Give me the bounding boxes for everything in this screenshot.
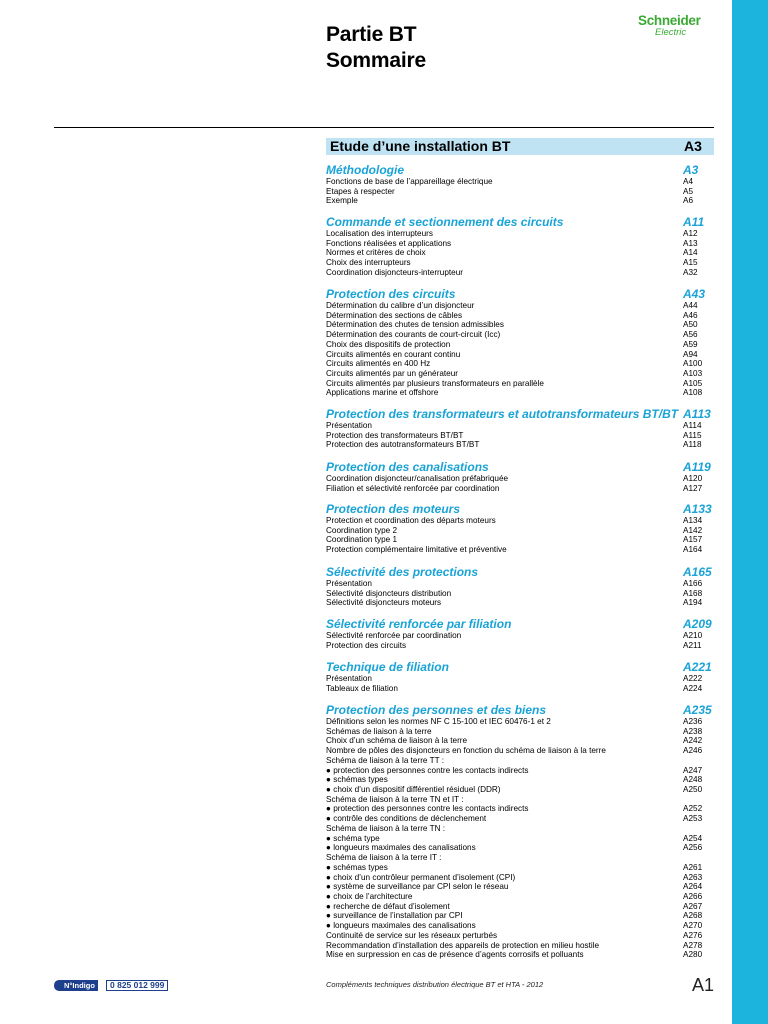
toc-entry[interactable] xyxy=(326,369,714,379)
entry-title: Sélectivité disjoncteurs moteurs xyxy=(326,598,442,608)
group-page: A209 xyxy=(683,617,712,631)
entry-page: A246 xyxy=(683,746,703,756)
indigo-badge: N°Indigo xyxy=(54,980,98,991)
entry-page: A32 xyxy=(683,267,698,277)
group-heading[interactable] xyxy=(326,407,714,421)
entry-title: Protection et coordination des départs moteurs xyxy=(326,516,496,525)
entry-title: Circuits alimentés en 400 Hz xyxy=(326,359,431,369)
group-heading[interactable] xyxy=(326,460,714,474)
group-page: A3 xyxy=(683,163,699,177)
entry-title: ● protection des personnes contre les contacts indirects xyxy=(326,765,529,775)
entry-title: Localisation des interrupteurs xyxy=(326,229,433,238)
toc-group xyxy=(326,502,714,555)
group-page: A113 xyxy=(683,407,711,421)
toc-entry[interactable] xyxy=(326,843,714,853)
entry-page: A12 xyxy=(683,229,698,238)
entry-page: A264 xyxy=(683,882,703,892)
group-page: A221 xyxy=(683,660,712,674)
entry-page: A247 xyxy=(683,765,703,775)
toc-entry[interactable] xyxy=(326,589,714,599)
toc-entry[interactable] xyxy=(326,350,714,360)
toc-entry[interactable] xyxy=(326,187,714,197)
toc-group xyxy=(326,617,714,650)
toc-entry[interactable] xyxy=(326,258,714,268)
entry-title: Applications marine et offshore xyxy=(326,388,439,398)
toc-entry[interactable] xyxy=(326,863,714,873)
toc-group xyxy=(326,287,714,398)
schneider-logo xyxy=(638,14,716,40)
toc-entry[interactable] xyxy=(326,431,714,441)
group-heading[interactable] xyxy=(326,703,714,717)
entry-title: Exemple xyxy=(326,196,358,206)
entry-title: Fonctions de base de l’appareillage électrique xyxy=(326,177,493,186)
entry-page: A168 xyxy=(683,588,703,598)
entry-title: Circuits alimentés en courant continu xyxy=(326,349,461,359)
group-page: A133 xyxy=(683,502,712,516)
entry-page: A164 xyxy=(683,545,703,555)
group-heading[interactable] xyxy=(326,565,714,579)
toc-entry[interactable] xyxy=(326,814,714,824)
group-title: Protection des transformateurs et autotransformateurs BT/BT xyxy=(326,407,679,421)
entry-page: A263 xyxy=(683,872,703,882)
entry-page: A278 xyxy=(683,940,703,950)
entry-page: A5 xyxy=(683,186,694,196)
toc-entry[interactable] xyxy=(326,746,714,756)
toc-entry[interactable] xyxy=(326,526,714,536)
section-page: A3 xyxy=(684,138,702,154)
entry-page: A276 xyxy=(683,930,703,940)
toc-entry[interactable] xyxy=(326,641,714,651)
toc-entry[interactable] xyxy=(326,301,714,311)
entry-page: A46 xyxy=(683,310,698,320)
entry-page: A238 xyxy=(683,726,703,736)
entry-page: A13 xyxy=(683,238,698,248)
toc-group xyxy=(326,660,714,693)
toc-entry[interactable] xyxy=(326,736,714,746)
entry-title: Détermination des chutes de tension admissibles xyxy=(326,320,504,330)
entry-title: Mise en surpression en cas de présence d’agents corrosifs et polluants xyxy=(326,950,584,960)
entry-page: A134 xyxy=(683,516,703,525)
entry-page: A115 xyxy=(683,430,702,440)
toc-entry[interactable] xyxy=(326,717,714,727)
toc-entry[interactable] xyxy=(326,579,714,589)
toc-entry[interactable] xyxy=(326,598,714,608)
entry-title: ● contrôle des conditions de déclenchement xyxy=(326,814,487,824)
entry-title: Protection complémentaire limitative et préventive xyxy=(326,545,507,555)
entry-title: Détermination des sections de câbles xyxy=(326,310,463,320)
group-title: Protection des circuits xyxy=(326,287,456,301)
toc-entry[interactable] xyxy=(326,804,714,814)
entry-title: ● longueurs maximales des canalisations xyxy=(326,921,476,931)
entry-title: Coordination disjoncteurs-interrupteur xyxy=(326,267,463,277)
section-header[interactable] xyxy=(326,138,714,155)
entry-page: A59 xyxy=(683,339,698,349)
entry-title: Nombre de pôles des disjoncteurs en fonction du schéma de liaison à la terre xyxy=(326,746,606,756)
group-heading[interactable] xyxy=(326,215,714,229)
toc-entry[interactable] xyxy=(326,340,714,350)
entry-title: Choix des dispositifs de protection xyxy=(326,339,451,349)
toc-entry[interactable] xyxy=(326,474,714,484)
toc-entry[interactable] xyxy=(326,440,714,450)
toc-group xyxy=(326,565,714,608)
toc-entry[interactable] xyxy=(326,330,714,340)
toc-entry[interactable] xyxy=(326,911,714,921)
entry-title: Schéma de liaison à la terre IT : xyxy=(326,853,442,863)
entry-page: A211 xyxy=(683,640,702,650)
page-number: A1 xyxy=(692,975,715,995)
group-page: A235 xyxy=(683,703,712,717)
entry-title: Continuité de service sur les réseaux perturbés xyxy=(326,930,498,940)
entry-title: Coordination type 2 xyxy=(326,525,398,535)
entry-title: Coordination disjoncteur/canalisation préfabriquée xyxy=(326,474,509,483)
entry-page: A105 xyxy=(683,378,703,388)
toc-entry[interactable] xyxy=(326,388,714,398)
entry-title: ● choix d’un contrôleur permanent d’isolement (CPI) xyxy=(326,872,516,882)
entry-page: A44 xyxy=(683,301,698,310)
toc-group xyxy=(326,460,714,493)
entry-title: ● choix de l’architecture xyxy=(326,891,413,901)
toc-entry[interactable] xyxy=(326,484,714,494)
toc-entry[interactable] xyxy=(326,941,714,951)
toc-entry[interactable] xyxy=(326,931,714,941)
side-color-bar xyxy=(732,0,768,1024)
entry-title: Circuits alimentés par un générateur xyxy=(326,369,458,379)
toc-entry[interactable] xyxy=(326,545,714,555)
group-heading[interactable] xyxy=(326,502,714,516)
entry-page: A94 xyxy=(683,349,698,359)
entry-page: A15 xyxy=(683,258,698,268)
entry-page: A242 xyxy=(683,736,703,746)
entry-page: A248 xyxy=(683,775,703,785)
entry-title: Sélectivité renforcée par coordination xyxy=(326,631,462,640)
group-heading[interactable] xyxy=(326,287,714,301)
group-heading[interactable] xyxy=(326,617,714,631)
group-page: A43 xyxy=(683,287,706,301)
entry-title: Etapes à respecter xyxy=(326,186,395,196)
toc-group xyxy=(326,703,714,960)
entry-title: Fonctions réalisées et applications xyxy=(326,238,452,248)
footer-text: Compléments techniques distribution électrique BT et HTA - 2012 xyxy=(326,980,544,989)
section-title: Etude d’une installation BT xyxy=(330,138,511,154)
entry-page: A261 xyxy=(683,862,703,872)
group-title: Technique de filiation xyxy=(326,660,449,674)
logo-line-2: Electric xyxy=(655,27,687,38)
entry-page: A6 xyxy=(683,196,694,206)
entry-page: A267 xyxy=(683,901,703,911)
toc-group xyxy=(326,163,714,206)
group-title: Méthodologie xyxy=(326,163,404,177)
entry-title: ● schémas types xyxy=(326,862,388,872)
toc-entry[interactable] xyxy=(326,756,714,766)
entry-page: A157 xyxy=(683,535,703,545)
entry-page: A280 xyxy=(683,950,703,960)
toc-entry[interactable] xyxy=(326,902,714,912)
entry-page: A256 xyxy=(683,843,703,853)
toc-entry[interactable] xyxy=(326,785,714,795)
entry-page: A266 xyxy=(683,891,703,901)
group-page: A119 xyxy=(683,460,711,474)
toc-entry[interactable] xyxy=(326,239,714,249)
entry-page: A100 xyxy=(683,359,703,369)
toc-entry[interactable] xyxy=(326,268,714,278)
group-heading[interactable] xyxy=(326,660,714,674)
toc-entry[interactable] xyxy=(326,535,714,545)
entry-title: ● schémas types xyxy=(326,775,388,785)
entry-page: A14 xyxy=(683,248,698,258)
entry-page: A250 xyxy=(683,785,703,795)
group-page: A165 xyxy=(683,565,712,579)
toc-entry[interactable] xyxy=(326,311,714,321)
toc-entry[interactable] xyxy=(326,892,714,902)
title-line-2: Sommaire xyxy=(326,49,426,72)
entry-title: Protection des transformateurs BT/BT xyxy=(326,430,464,440)
toc-entry[interactable] xyxy=(326,379,714,389)
entry-page: A222 xyxy=(683,674,703,683)
entry-title: Recommandation d’installation des appareils de protection en milieu hostile xyxy=(326,940,600,950)
toc-entry[interactable] xyxy=(326,795,714,805)
entry-title: Définitions selon les normes NF C 15-100 et IEC 60476-1 et 2 xyxy=(326,717,551,726)
header-rule xyxy=(54,127,714,128)
entry-title: Schéma de liaison à la terre TT : xyxy=(326,755,445,765)
indigo-phone: 0 825 012 999 xyxy=(106,980,168,991)
entry-page: A210 xyxy=(683,631,703,640)
toc-entry[interactable] xyxy=(326,727,714,737)
entry-title: ● recherche de défaut d’isolement xyxy=(326,901,450,911)
page-title xyxy=(326,22,426,74)
toc-entry[interactable] xyxy=(326,421,714,431)
entry-title: Schémas de liaison à la terre xyxy=(326,726,432,736)
entry-page: A236 xyxy=(683,717,703,726)
toc-entry[interactable] xyxy=(326,359,714,369)
toc-entry[interactable] xyxy=(326,921,714,931)
entry-page: A127 xyxy=(683,483,703,493)
toc-entry[interactable] xyxy=(326,834,714,844)
entry-page: A268 xyxy=(683,911,703,921)
group-title: Sélectivité des protections xyxy=(326,565,479,579)
entry-title: ● choix d’un dispositif différentiel résiduel (DDR) xyxy=(326,785,501,795)
group-title: Protection des moteurs xyxy=(326,502,461,516)
group-title: Protection des canalisations xyxy=(326,460,489,474)
logo-line-1: Schneider xyxy=(638,13,701,28)
entry-page: A254 xyxy=(683,833,703,843)
toc-entry[interactable] xyxy=(326,824,714,834)
entry-page: A56 xyxy=(683,330,698,340)
entry-title: Choix d’un schéma de liaison à la terre xyxy=(326,736,468,746)
toc-entry[interactable] xyxy=(326,177,714,187)
entry-title: Circuits alimentés par plusieurs transformateurs en parallèle xyxy=(326,378,544,388)
entry-page: A4 xyxy=(683,177,694,186)
toc-entry[interactable] xyxy=(326,229,714,239)
toc-entry[interactable] xyxy=(326,631,714,641)
entry-title: Détermination du calibre d’un disjoncteur xyxy=(326,301,475,310)
entry-title: ● schéma type xyxy=(326,833,380,843)
entry-page: A252 xyxy=(683,804,703,814)
toc-entry[interactable] xyxy=(326,950,714,960)
entry-title: ● longueurs maximales des canalisations xyxy=(326,843,476,853)
entry-page: A194 xyxy=(683,598,703,608)
entry-title: Présentation xyxy=(326,674,372,683)
group-title: Commande et sectionnement des circuits xyxy=(326,215,564,229)
toc-group xyxy=(326,215,714,278)
entry-title: Protection des autotransformateurs BT/BT xyxy=(326,440,480,450)
title-line-1: Partie BT xyxy=(326,23,417,46)
entry-page: A103 xyxy=(683,369,703,379)
group-page: A11 xyxy=(683,215,705,229)
entry-title: ● système de surveillance par CPI selon le réseau xyxy=(326,882,509,892)
entry-page: A50 xyxy=(683,320,698,330)
entry-page: A270 xyxy=(683,921,703,931)
toc-entry[interactable] xyxy=(326,873,714,883)
entry-page: A108 xyxy=(683,388,703,398)
entry-title: Normes et critères de choix xyxy=(326,248,426,258)
toc-entry[interactable] xyxy=(326,775,714,785)
entry-title: Filiation et sélectivité renforcée par coordination xyxy=(326,483,500,493)
toc-entry[interactable] xyxy=(326,882,714,892)
toc-group xyxy=(326,407,714,450)
entry-title: ● protection des personnes contre les contacts indirects xyxy=(326,804,529,814)
entry-title: Schéma de liaison à la terre TN : xyxy=(326,823,446,833)
entry-page: A118 xyxy=(683,440,702,450)
toc-entry[interactable] xyxy=(326,766,714,776)
toc-entry[interactable] xyxy=(326,853,714,863)
entry-title: Choix des interrupteurs xyxy=(326,258,411,268)
toc-entry[interactable] xyxy=(326,196,714,206)
entry-title: Détermination des courants de court-circuit (Icc) xyxy=(326,330,501,340)
entry-title: Présentation xyxy=(326,421,372,430)
entry-title: Tableaux de filiation xyxy=(326,683,398,693)
entry-page: A114 xyxy=(683,421,702,430)
entry-page: A142 xyxy=(683,525,703,535)
group-title: Sélectivité renforcée par filiation xyxy=(326,617,512,631)
entry-title: Schéma de liaison à la terre TN et IT : xyxy=(326,794,464,804)
toc-entry[interactable] xyxy=(326,674,714,684)
entry-title: Sélectivité disjoncteurs distribution xyxy=(326,588,452,598)
group-heading[interactable] xyxy=(326,163,714,177)
entry-page: A120 xyxy=(683,474,703,483)
entry-title: Coordination type 1 xyxy=(326,535,398,545)
toc-entry[interactable] xyxy=(326,320,714,330)
entry-title: Présentation xyxy=(326,579,372,588)
toc-entry[interactable] xyxy=(326,516,714,526)
entry-page: A166 xyxy=(683,579,703,588)
toc-entry[interactable] xyxy=(326,684,714,694)
entry-page: A224 xyxy=(683,683,703,693)
entry-page: A253 xyxy=(683,814,703,824)
toc-entry[interactable] xyxy=(326,248,714,258)
indigo-number-logo xyxy=(54,980,170,991)
group-title: Protection des personnes et des biens xyxy=(326,703,547,717)
entry-title: ● surveillance de l’installation par CPI xyxy=(326,911,463,921)
entry-title: Protection des circuits xyxy=(326,640,407,650)
